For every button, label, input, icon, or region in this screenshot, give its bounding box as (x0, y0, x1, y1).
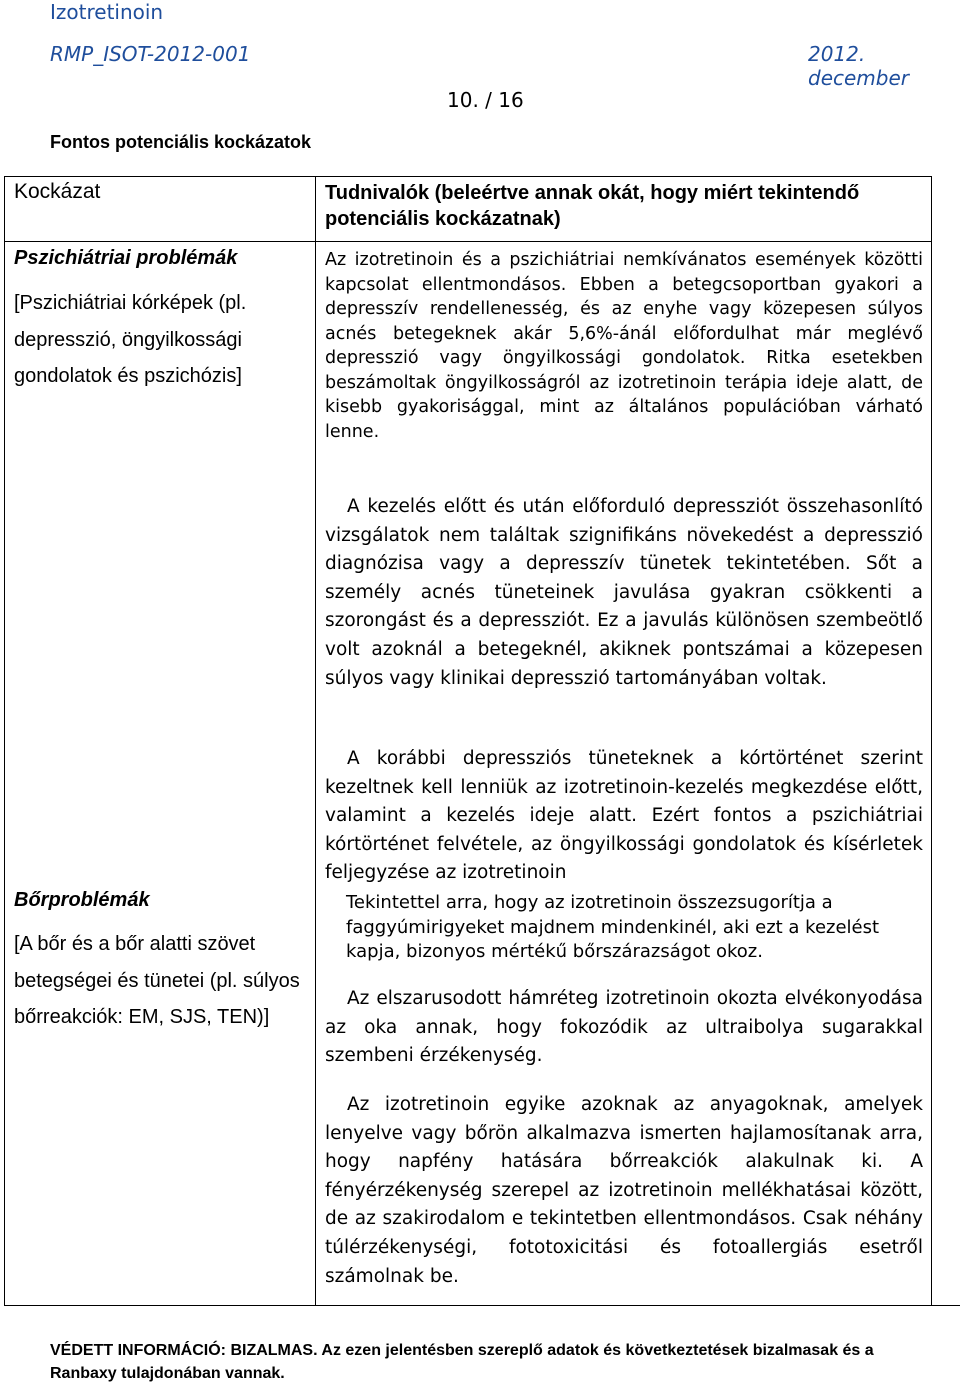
confidentiality-footer (50, 1339, 910, 1385)
column-header-risk: Kockázat (14, 180, 101, 203)
document-product-name: Izotretinoin (50, 0, 164, 24)
document-code: RMP_ISOT-2012-001 (50, 42, 251, 66)
risk-desc-skin: [A bőr és a bőr alatti szövet betegségei és tünetei (pl. súlyos bőrreakciók: EM, SJS, TEN)] (14, 933, 300, 1028)
footer-label: VÉDETT INFORMÁCIÓ: BIZALMAS. (50, 1342, 318, 1359)
info-paragraph: Tekintettel arra, hogy az izotretinoin összezsugorítja a faggyúmirigyeket majdnem mindenkinél, aki ezt a kezelést kapja, bizonyos mértékű bőrszárazságot okoz. (346, 892, 880, 962)
page-number: 10. / 16 (447, 88, 524, 112)
footer-text: Az ezen jelentésben szereplő adatok és következtetések bizalmasak és a Ranbaxy tulajdonában vannak. (50, 1342, 874, 1382)
risk-title-psychiatric: Pszichiátriai problémák (14, 247, 238, 269)
section-title: Fontos potenciális kockázatok (50, 132, 312, 152)
table-border-bottom (4, 1305, 960, 1306)
table-header-divider (4, 241, 932, 242)
info-paragraph: A korábbi depressziós tüneteknek a kórtörténet szerint kezeltnek kell lenniük az izotretinoin-kezelés megkezdése előtt, valamint a kezelés ideje alatt. Ezért fontos a pszichiátriai kórtörténet felvétele, az öngyilkossági gondolatok és kísérletek feljegyzése az izotretinoin (325, 748, 923, 884)
table-column-divider (315, 176, 316, 1306)
info-paragraph: Az elszarusodott hámréteg izotretinoin okozta elvékonyodása az oka annak, hogy fokozódik az ultraibolya sugarakkal szembeni érzékenység. (325, 988, 923, 1067)
risk-desc-psychiatric: [Pszichiátriai kórképek (pl. depresszió, öngyilkossági gondolatok és pszichózis] (14, 292, 247, 387)
info-paragraph: A kezelés előtt és után előforduló depressziót összehasonlító vizsgálatok nem találtak szignifikáns növekedést a depresszió diagnózisa vagy a depresszív tünetek tekintetében. Sőt a személy acnés tüneteinek javulása gyakran csökkenti a szorongást és a depressziót. Ez a javulás különösen szembeötlő volt azoknál a betegeknél, akiknek pontszámai a közepesen súlyos vagy klinikai depresszió tartományában voltak. (325, 496, 923, 689)
info-paragraph: Az izotretinoin és a pszichiátriai nemkívánatos események közötti kapcsolat ellentmondásos. Ebben a betegcsoportban gyakori a depresszív rendellenesség, és az enyhe vagy közepesen súlyos acnés betegeknek akár 5,6%-ánál előfordulhat már meglévő depresszió vagy öngyilkossági gondolatok. Ritka esetekben beszámoltak öngyilkosságról az izotretinoin terápia ideje alatt, de kisebb gyakorisággal, mint az általános populációban várható lenne. (325, 250, 923, 442)
table-border-left (4, 176, 5, 1306)
table-border-right (931, 176, 932, 1306)
info-paragraph: Az izotretinoin egyike azoknak az anyagoknak, amelyek lenyelve vagy bőrön alkalmazva ismerten hajlamosítanak arra, hogy napfény hatására bőrreakciók alakulnak ki. A fényérzékenység szerepel az izotretinoin mellékhatásai között, de az szakirodalom e tekintetben ellentmondásos. Csak néhány túlérzékenységi, fototoxicitási és fotoallergiás esetről számolnak be. (325, 1094, 923, 1287)
column-header-info: Tudnivalók (beleértve annak okát, hogy miért tekintendő potenciális kockázatnak) (325, 182, 860, 230)
document-date: 2012. december (808, 42, 910, 90)
table-border-top (4, 176, 932, 177)
risk-title-skin: Bőrproblémák (14, 889, 150, 911)
